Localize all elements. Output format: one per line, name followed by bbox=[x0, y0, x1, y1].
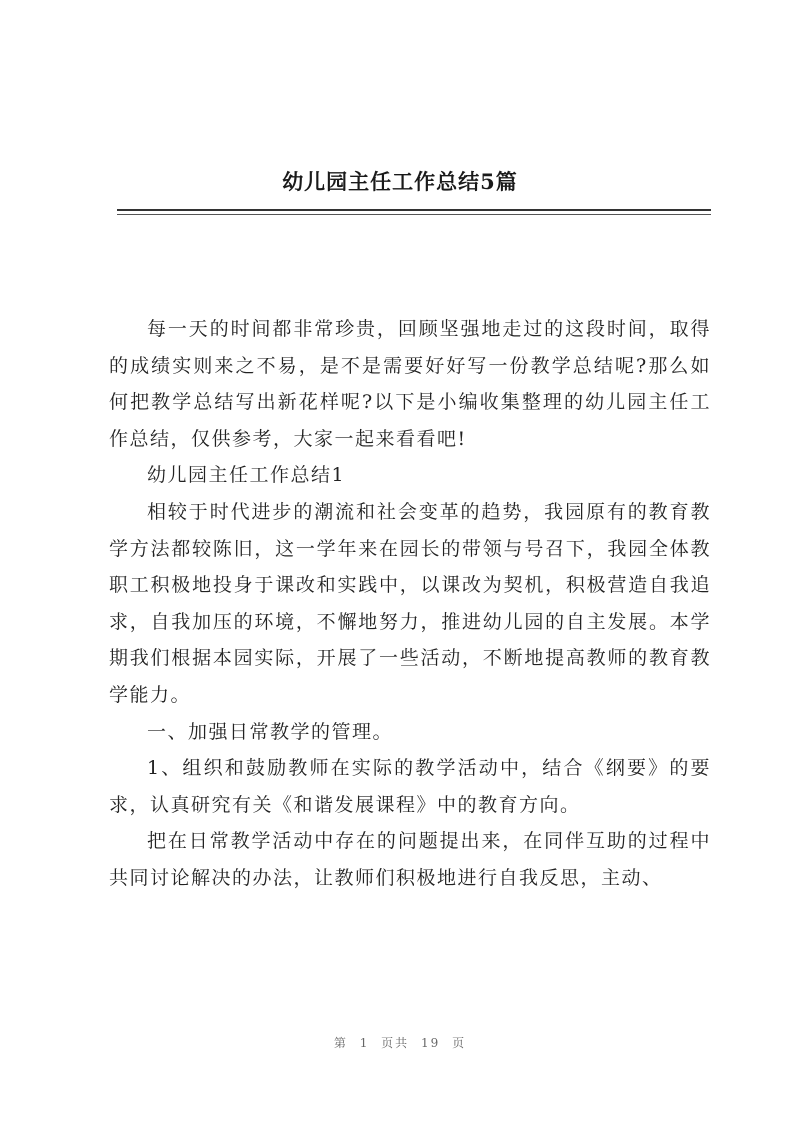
paragraph: 1、组织和鼓励教师在实际的教学活动中，结合《纲要》的要求，认真研究有关《和谐发展课程》中的教育方向。 bbox=[109, 757, 711, 816]
document-title: 幼儿园主任工作总结5篇 bbox=[282, 169, 518, 194]
paragraph-section-heading: 幼儿园主任工作总结1 bbox=[147, 464, 346, 487]
paragraph-subheading: 一、加强日常教学的管理。 bbox=[147, 720, 394, 743]
document-body bbox=[109, 311, 711, 897]
title-underline bbox=[117, 209, 711, 211]
paragraph: 相较于时代进步的潮流和社会变革的趋势，我园原有的教育教学方法都较陈旧，这一学年来在园长的带领与号召下，我园全体教职工积极地投身于课改和实践中，以课改为契机，积极营造自我追求，自我加压的环境，不懈地努力，推进幼儿园的自主发展。本学期我们根据本园实际，开展了一些活动，不断地提高教师的教育教学能力。 bbox=[109, 500, 711, 706]
paragraph: 把在日常教学活动中存在的问题提出来，在同伴互助的过程中共同讨论解决的办法，让教师们积极地进行自我反思，主动、 bbox=[109, 830, 711, 889]
title-underline-thin bbox=[117, 214, 711, 215]
paragraph-intro: 每一天的时间都非常珍贵，回顾坚强地走过的这段时间，取得的成绩实则来之不易，是不是需要好好写一份教学总结呢?那么如何把教学总结写出新花样呢?以下是小编收集整理的幼儿园主任工作总结，仅供参考，大家一起来看看吧! bbox=[109, 318, 711, 450]
page-number-footer: 第 1 页共 19 页 bbox=[333, 1036, 467, 1050]
